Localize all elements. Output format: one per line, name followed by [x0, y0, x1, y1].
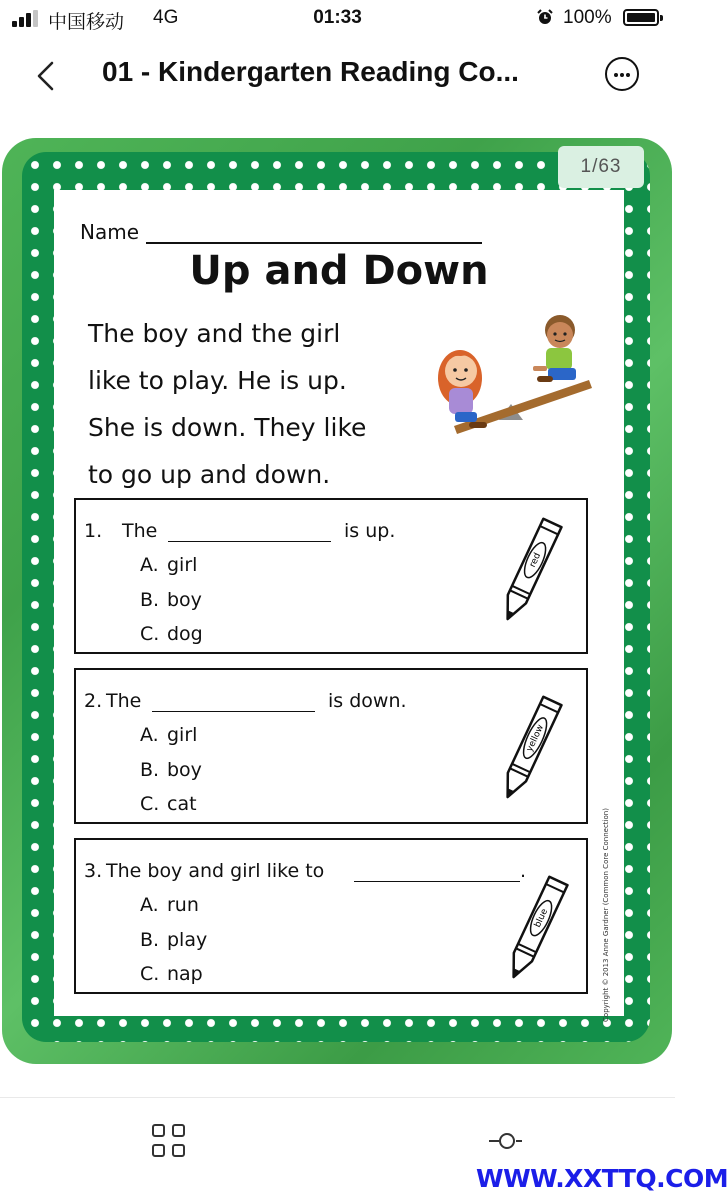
answer-option: A. run [140, 894, 199, 916]
answer-option: C. dog [140, 623, 203, 645]
crayon-label: blue [532, 907, 551, 930]
question-box [74, 838, 588, 994]
carrier-name: 中国移动 [48, 12, 125, 33]
name-label: Name [80, 220, 140, 244]
navigation-bar [0, 40, 675, 114]
passage-line: The boy and the girl [88, 319, 341, 348]
name-line [146, 242, 482, 244]
battery-icon [623, 9, 659, 26]
answer-option: C. cat [140, 793, 197, 815]
question-number: 2. [84, 690, 103, 712]
grid-view-icon[interactable] [152, 1124, 186, 1158]
passage-line: to go up and down. [88, 460, 331, 489]
crayon-icon [490, 512, 570, 630]
answer-option: B. play [140, 929, 208, 951]
answer-blank [152, 711, 315, 712]
answer-blank [168, 541, 331, 542]
answer-option: C. nap [140, 963, 203, 985]
chevron-left-icon[interactable] [26, 55, 68, 97]
crayon-icon [496, 870, 576, 988]
battery-percentage: 100% [563, 7, 612, 28]
document-title: 01 - Kindergarten Reading Co... [102, 56, 519, 87]
status-time: 01:33 [313, 7, 362, 28]
crayon-label: yellow [524, 723, 547, 754]
answer-option: A. girl [140, 724, 198, 746]
worksheet-title: Up and Down [189, 248, 489, 294]
document-viewer[interactable] [0, 136, 675, 1066]
question-text-end: is down. [328, 690, 407, 712]
seesaw-illustration [429, 308, 594, 448]
question-box [74, 668, 588, 824]
alarm-clock-icon [537, 9, 553, 25]
reading-passage [88, 310, 428, 498]
crayon-label: red [527, 551, 544, 570]
answer-option: A. girl [140, 554, 198, 576]
network-type: 4G [153, 7, 179, 28]
worksheet-border [2, 138, 672, 1064]
question-number: 1. [84, 520, 103, 542]
passage-line: like to play. He is up. [88, 366, 347, 395]
passage-line: She is down. They like [88, 413, 367, 442]
copyright-notice: Copyright © 2013 Anne Gardner (Common Core Connection) [602, 808, 610, 1022]
worksheet-page [54, 190, 624, 1022]
answer-option: B. boy [140, 759, 202, 781]
question-box [74, 498, 588, 654]
question-text-end: . [520, 860, 527, 882]
question-text-start: The [106, 690, 142, 712]
page-indicator: 1/63 [558, 146, 644, 188]
more-options-icon[interactable] [605, 57, 639, 91]
question-text-end: is up. [344, 520, 396, 542]
zoom-slider-icon[interactable] [486, 1128, 528, 1154]
question-text-start: The [122, 520, 158, 542]
watermark-text: WWW.XXTTQ.COM [476, 1164, 728, 1193]
status-bar [0, 0, 675, 38]
question-text-start: The boy and girl like to [106, 860, 325, 882]
crayon-icon [490, 690, 570, 808]
bottom-toolbar [0, 1097, 728, 1201]
answer-option: B. boy [140, 589, 202, 611]
question-number: 3. [84, 860, 103, 882]
